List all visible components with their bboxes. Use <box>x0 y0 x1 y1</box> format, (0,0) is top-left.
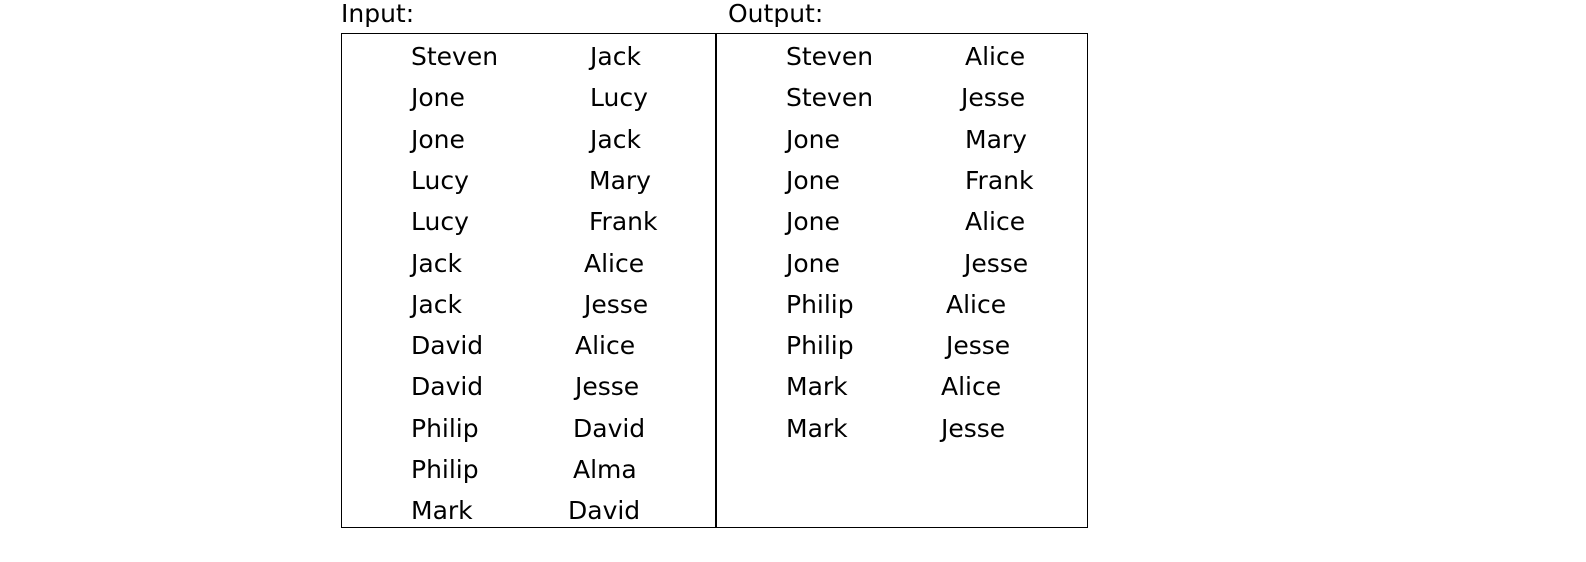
source-name: Jone <box>786 124 840 154</box>
source-name: Lucy <box>411 165 469 195</box>
target-name: Alice <box>584 248 645 278</box>
source-name: Mark <box>786 413 848 443</box>
target-name: Jack <box>590 124 641 154</box>
source-name: Philip <box>411 413 479 443</box>
source-name: Steven <box>786 42 874 71</box>
target-name: Alice <box>575 331 636 361</box>
source-name: Jone <box>411 83 465 113</box>
target-name: Frank <box>965 165 1034 195</box>
target-name: Jesse <box>575 372 640 402</box>
source-name: Jone <box>786 207 840 237</box>
source-name: Jack <box>411 248 462 278</box>
target-name: Alice <box>965 42 1026 71</box>
source-name: Jone <box>411 124 465 154</box>
target-name: Jesse <box>964 248 1029 278</box>
source-name: Lucy <box>411 207 469 237</box>
target-name: David <box>573 413 646 443</box>
source-name: Jack <box>411 289 462 319</box>
output-heading: Output: <box>728 0 824 28</box>
target-name: Alice <box>946 289 1007 319</box>
target-name: Lucy <box>590 83 648 113</box>
column-divider <box>715 33 717 528</box>
target-name: Jack <box>590 42 641 71</box>
target-name: Jesse <box>584 289 649 319</box>
target-name: David <box>568 496 641 526</box>
target-name: Jesse <box>946 331 1011 361</box>
source-name: David <box>411 331 484 361</box>
target-name: Alma <box>573 455 637 484</box>
source-name: Steven <box>786 83 874 113</box>
target-name: Jesse <box>941 413 1006 443</box>
target-name: Jesse <box>961 83 1026 113</box>
source-name: Jone <box>786 248 840 278</box>
target-name: Mary <box>589 165 651 195</box>
source-name: Philip <box>411 455 479 484</box>
source-name: David <box>411 372 484 402</box>
target-name: Frank <box>589 207 658 237</box>
target-name: Alice <box>941 372 1002 402</box>
input-heading: Input: <box>341 0 415 28</box>
source-name: Mark <box>411 496 473 526</box>
target-name: Alice <box>965 207 1026 237</box>
target-name: Mary <box>965 124 1027 154</box>
source-name: Philip <box>786 331 854 361</box>
source-name: Jone <box>786 165 840 195</box>
source-name: Philip <box>786 289 854 319</box>
source-name: Mark <box>786 372 848 402</box>
source-name: Steven <box>411 42 499 71</box>
